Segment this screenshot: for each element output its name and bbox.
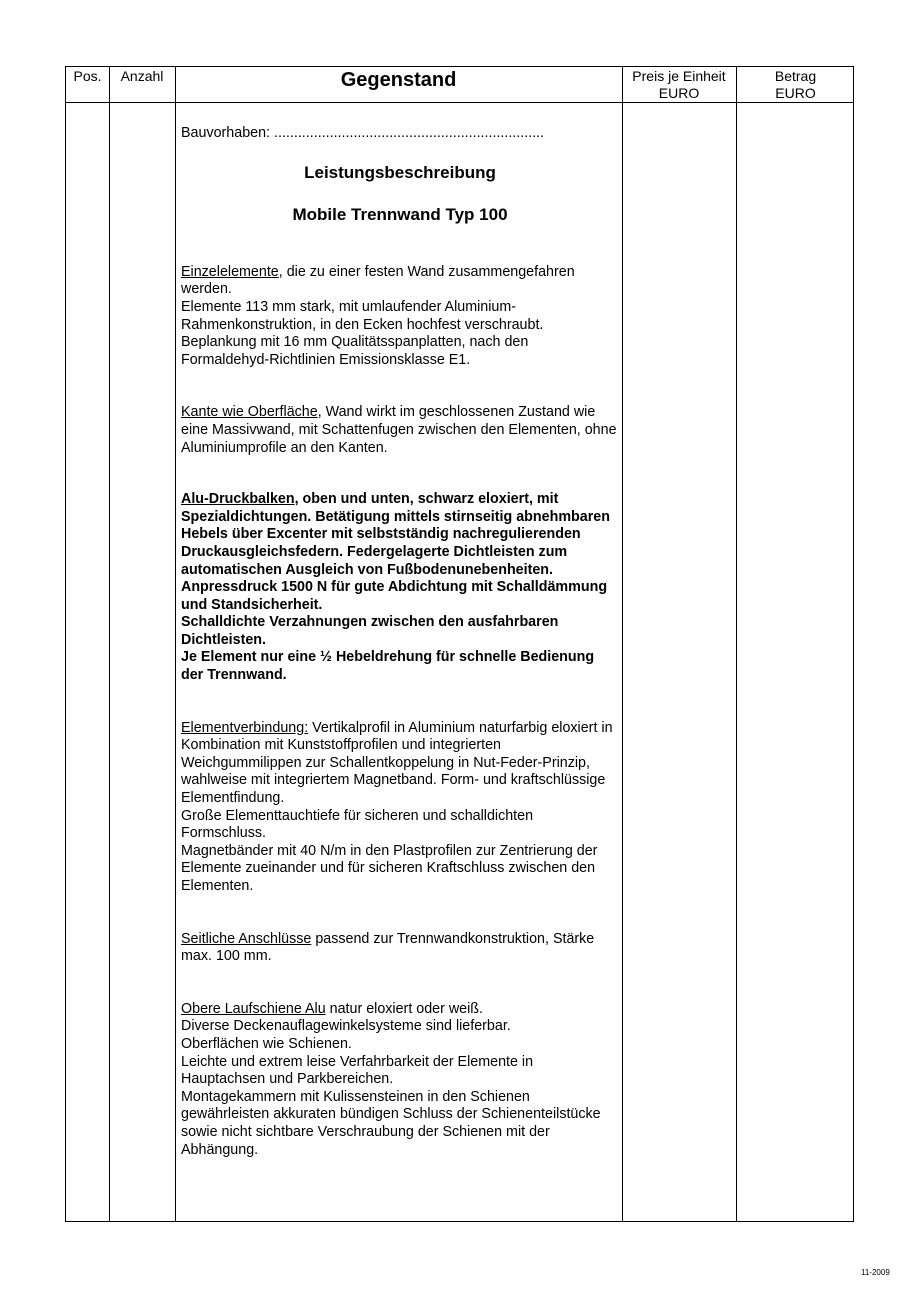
section-line: Montagekammern mit Kulissensteinen in den Schienen gewährleisten akkuraten bündigen Schluss der Schienenteilstücke sowie nicht sichtbare Verschraubung der Schienen mit der Abhängung. xyxy=(181,1088,601,1158)
section-line: Oberflächen wie Schienen. xyxy=(181,1035,352,1052)
header-preis xyxy=(622,67,736,103)
section-obere-laufschiene xyxy=(181,1001,619,1159)
section-seitliche-anschluesse xyxy=(181,931,619,966)
section-term: Elementverbindung: xyxy=(181,719,309,736)
section-line: Beplankung mit 16 mm Qualitätsspanplatten, nach den Formaldehyd-Richtlinien Emissionsklasse E1. xyxy=(181,334,529,368)
header-betrag xyxy=(736,67,855,103)
column-divider xyxy=(175,67,176,1221)
header-betrag-line1: Betrag xyxy=(774,68,817,84)
section-alu-druckbalken xyxy=(181,491,619,685)
section-term: Kante wie Oberfläche xyxy=(181,404,318,421)
header-pos: Pos. xyxy=(73,68,102,84)
column-divider xyxy=(109,67,110,1221)
section-line: Elemente 113 mm stark, mit umlaufender Aluminium-Rahmenkonstruktion, in den Ecken hochfest verschraubt. xyxy=(181,298,544,333)
product-title: Mobile Trennwand Typ 100 xyxy=(292,205,508,225)
section-term: Seitliche Anschlüsse xyxy=(181,930,312,947)
section-text: passend zur Trennwandkonstruktion, Stärke max. 100 mm. xyxy=(181,930,595,965)
section-text: natur eloxiert oder weiß. xyxy=(325,1000,484,1017)
header-betrag-line2: EURO xyxy=(775,85,816,101)
section-line: Große Elementtauchtiefe für sicheren und schalldichten Formschluss. xyxy=(181,807,534,842)
section-text: Vertikalprofil in Aluminium naturfarbig eloxiert in Kombination mit Kunststoffprofilen und integrierten Weichgummilippen zur Schallentkoppelung in Nut-Feder-Prinzip, wahlweise mit integriertem Magnetband. Form- und kraftschlüssige Elementfindung. xyxy=(181,719,613,807)
column-divider xyxy=(736,67,737,1221)
section-term: Einzelelemente xyxy=(181,263,279,280)
description-content xyxy=(181,125,619,1159)
header-preis-line2: EURO xyxy=(658,85,700,101)
section-term: Alu-Druckbalken xyxy=(181,491,295,508)
section-einzelelemente xyxy=(181,264,619,370)
header-preis-line1: Preis je Einheit xyxy=(632,68,726,84)
section-term: Obere Laufschiene Alu xyxy=(181,1000,326,1017)
section-kante xyxy=(181,404,619,457)
footer-date: 11-2009 xyxy=(861,1268,890,1277)
section-line: Leichte und extrem leise Verfahrbarkeit der Elemente in Hauptachsen und Parkbereichen. xyxy=(181,1053,534,1088)
section-elementverbindung xyxy=(181,720,619,896)
specification-table xyxy=(65,66,854,1222)
bauvorhaben-line: Bauvorhaben: .................................................................... xyxy=(181,125,545,141)
header-gegenstand: Gegenstand xyxy=(340,69,457,91)
section-line: Diverse Deckenauflagewinkelsysteme sind lieferbar. xyxy=(181,1018,511,1035)
document-title: Leistungsbeschreibung xyxy=(304,162,496,182)
column-divider xyxy=(622,67,623,1221)
header-anzahl: Anzahl xyxy=(120,68,164,84)
section-line: Schalldichte Verzahnungen zwischen den ausfahrbaren Dichtleisten. xyxy=(181,614,559,648)
section-text: , Wand wirkt im geschlossenen Zustand wie eine Massivwand, mit Schattenfugen zwischen den Elementen, ohne Aluminiumprofile an den Kanten. xyxy=(181,404,617,456)
section-text: , oben und unten, schwarz eloxiert, mit Spezialdichtungen. Betätigung mittels stirnseitig abnehmbaren Hebels über Excenter mit selbstständig nachregulierenden Druckausgleichsfedern. Federgelagerte Dichtleisten zum automatischen Ausgleich von Fußbodenunebenheiten. xyxy=(181,491,610,578)
section-line: Anpressdruck 1500 N für gute Abdichtung mit Schalldämmung und Standsicherheit. xyxy=(181,579,608,613)
section-line: Je Element nur eine ½ Hebeldrehung für schnelle Bedienung der Trennwand. xyxy=(181,649,595,684)
section-line: Magnetbänder mit 40 N/m in den Plastprofilen zur Zentrierung der Elemente zueinander und für sicheren Kraftschluss zwischen den Elementen. xyxy=(181,842,598,894)
section-text: , die zu einer festen Wand zusammengefahren werden. xyxy=(181,263,575,298)
